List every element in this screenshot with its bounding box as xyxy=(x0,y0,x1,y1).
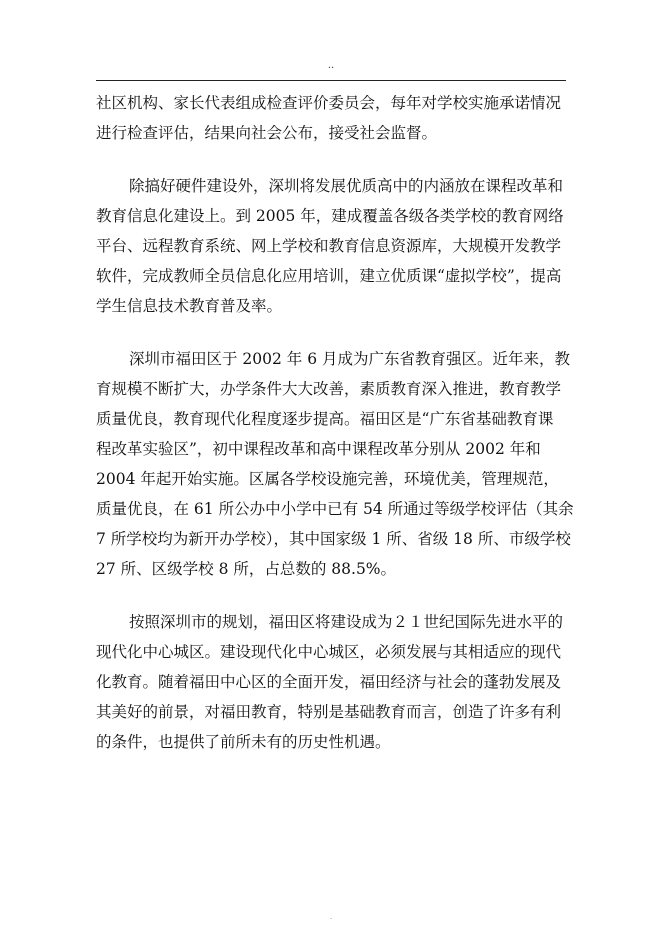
paragraph-2 xyxy=(96,171,566,321)
text-line: 软件，完成教师全员信息化应用培训，建立优质课“虚拟学校”，提高 xyxy=(96,267,562,285)
document-body xyxy=(96,88,574,757)
text-line: 2004 年起开始实施。区属各学校设施完善，环境优美，管理规范， xyxy=(96,470,559,488)
text-line: 程改革实验区”，初中课程改革和高中课程改革分别从 2002 年和 xyxy=(96,440,541,458)
paragraph-spacer xyxy=(96,584,566,607)
text-line: 教育信息化建设上。到 2005 年，建成覆盖各级各类学校的教育网络 xyxy=(96,207,564,225)
paragraph-spacer xyxy=(96,148,566,171)
text-line: 社区机构、家长代表组成检查评价委员会，每年对学校实施承诺情况 xyxy=(96,94,562,112)
text-line: 平台、远程教育系统、网上学校和教育信息资源库，大规模开发教学 xyxy=(96,237,562,255)
text-line: 其美好的前景，对福田教育，特别是基础教育而言，创造了许多有利 xyxy=(96,703,562,721)
text-line: 按照深圳市的规划，福田区将建设成为２１世纪国际先进水平的 xyxy=(129,613,564,631)
paragraph-1 xyxy=(96,88,566,148)
paragraph-3 xyxy=(96,344,574,584)
paragraph-4 xyxy=(96,607,566,757)
text-line: 除搞好硬件建设外，深圳将发展优质高中的内涵放在课程改革和 xyxy=(129,177,564,195)
page-header-mark: .. xyxy=(327,60,335,71)
text-line: 的条件，也提供了前所未有的历史性机遇。 xyxy=(96,733,391,751)
text-line: 育规模不断扩大，办学条件大大改善，素质教育深入推进，教育教学 xyxy=(96,380,562,398)
text-line: 化教育。随着福田中心区的全面开发，福田经济与社会的蓬勃发展及 xyxy=(96,673,562,691)
text-line: 7 所学校均为新开办学校），其中国家级 1 所、省级 18 所、市级学校 xyxy=(96,530,571,548)
text-line: 质量优良，教育现代化程度逐步提高。福田区是“广东省基础教育课 xyxy=(96,410,554,428)
page-footer-mark: . xyxy=(329,912,333,921)
paragraph-spacer xyxy=(96,321,566,344)
text-line: 27 所、区级学校 8 所，占总数的 88.5%。 xyxy=(96,560,397,578)
text-line: 深圳市福田区于 2002 年 6 月成为广东省教育强区。近年来，教 xyxy=(129,350,571,368)
text-line: 进行检查评估，结果向社会公布，接受社会监督。 xyxy=(96,124,438,142)
header-divider xyxy=(96,80,566,81)
text-line: 质量优良，在 61 所公办中小学中已有 54 所通过等级学校评估（其余 xyxy=(96,500,574,518)
text-line: 学生信息技术教育普及率。 xyxy=(96,297,283,315)
text-line: 现代化中心城区。建设现代化中心城区，必须发展与其相适应的现代 xyxy=(96,643,562,661)
